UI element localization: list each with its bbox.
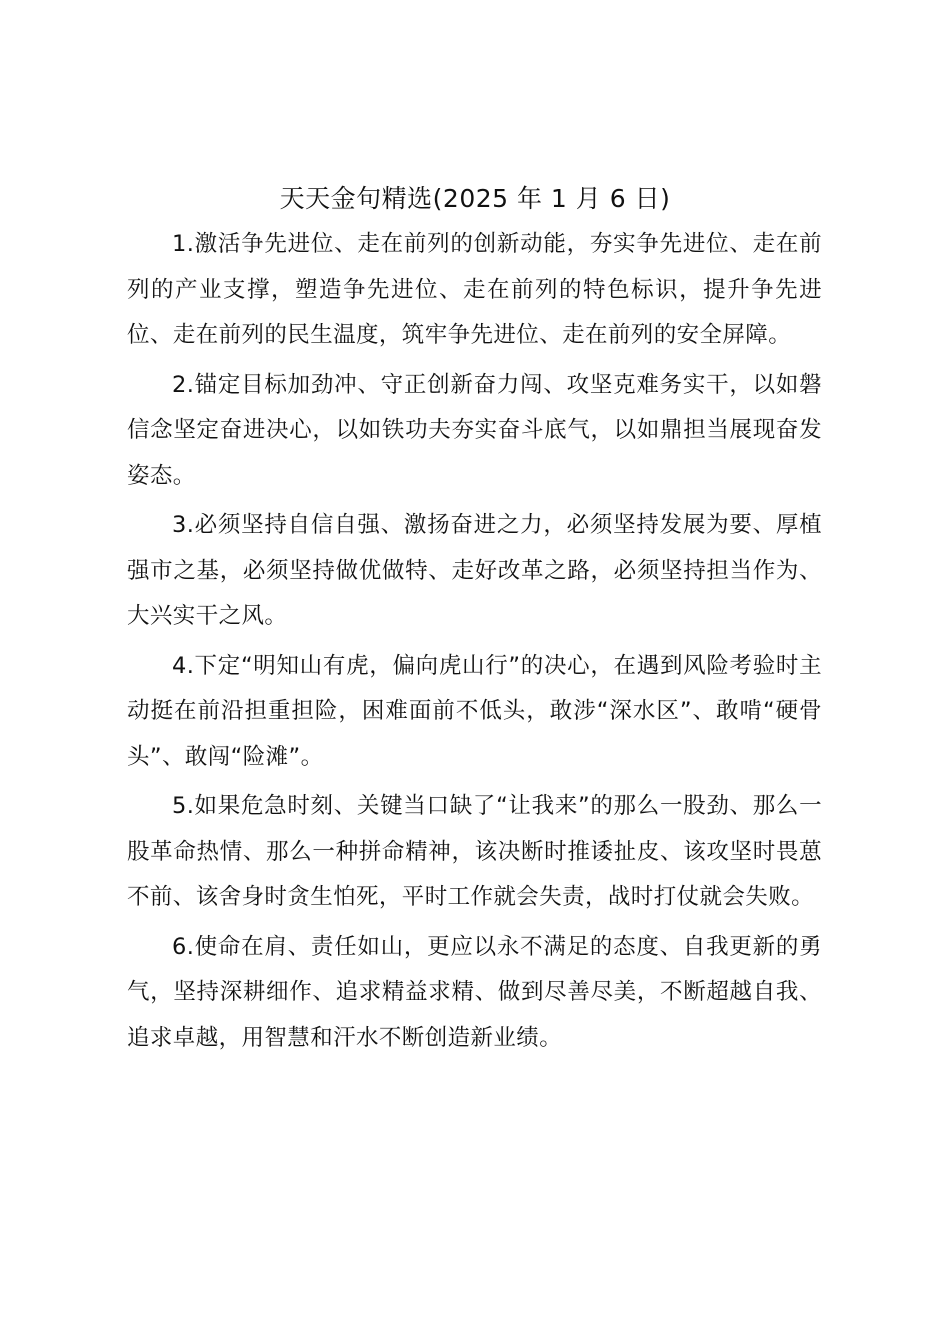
paragraph-2: 2.锚定目标加劲冲、守正创新奋力闯、攻坚克难务实干，以如磐信念坚定奋进决心，以如铁功夫夯实奋斗底气，以如鼎担当展现奋发姿态。 [127, 371, 822, 489]
paragraph-6: 6.使命在肩、责任如山，更应以永不满足的态度、自我更新的勇气，坚持深耕细作、追求精益求精、做到尽善尽美，不断超越自我、追求卓越，用智慧和汗水不断创造新业绩。 [127, 933, 822, 1051]
paragraph-3: 3.必须坚持自信自强、激扬奋进之力，必须坚持发展为要、厚植强市之基，必须坚持做优做特、走好改革之路，必须坚持担当作为、大兴实干之风。 [127, 512, 822, 629]
paragraph-4: 4.下定“明知山有虎，偏向虎山行”的决心，在遇到风险考验时主动挺在前沿担重担险，困难面前不低头，敢涉“深水区”、敢啃“硬骨头”、敢闯“险滩”。 [127, 652, 822, 770]
paragraph-5: 5.如果危急时刻、关键当口缺了“让我来”的那么一股劲、那么一股革命热情、那么一种拼命精神，该决断时推诿扯皮、该攻坚时畏葸不前、该舍身时贪生怕死，平时工作就会失责，战时打仗就会失败。 [127, 793, 822, 910]
document-body [127, 222, 822, 1065]
document-title: 天天金句精选(2025 年 1 月 6 日) [279, 184, 671, 213]
paragraph-1: 1.激活争先进位、走在前列的创新动能，夯实争先进位、走在前列的产业支撑，塑造争先进位、走在前列的特色标识，提升争先进位、走在前列的民生温度，筑牢争先进位、走在前列的安全屏障。 [127, 231, 822, 348]
